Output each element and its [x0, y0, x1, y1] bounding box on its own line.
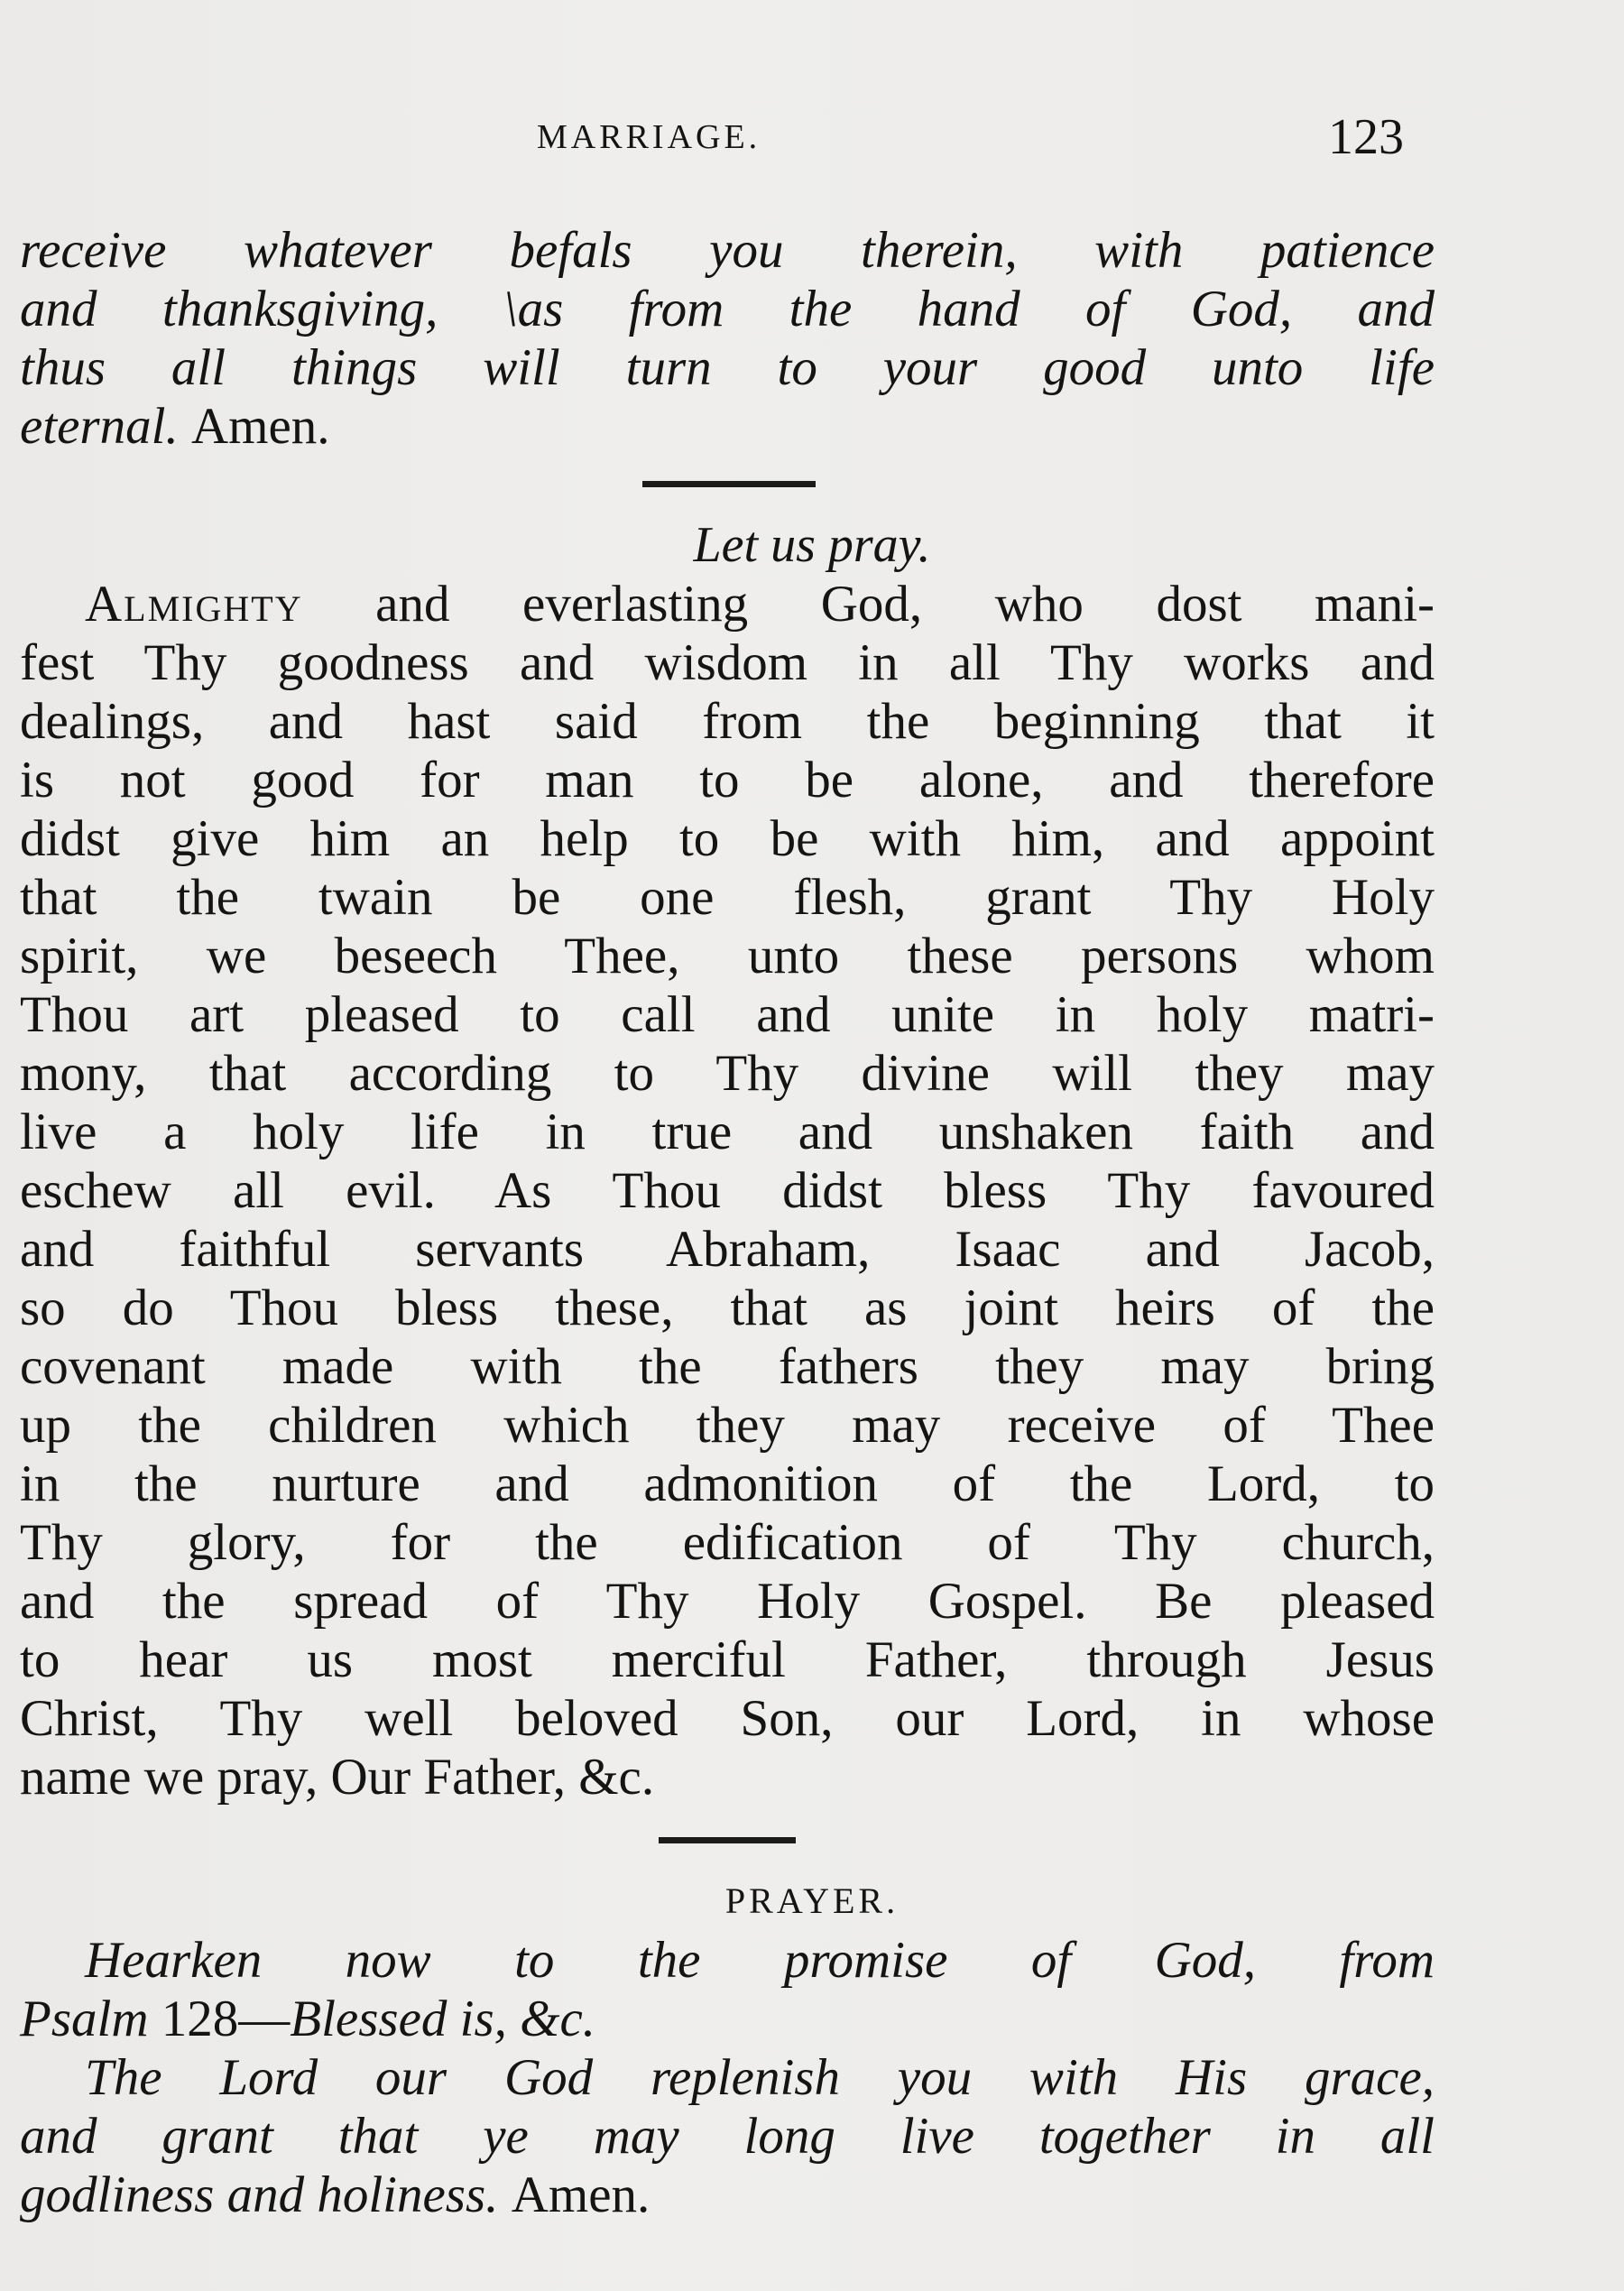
- text-line: Thy glory, for the edification of Thy church,: [20, 1514, 1435, 1571]
- text-line: dealings, and hast said from the beginning that it: [20, 693, 1435, 750]
- psalm-word: Psalm: [20, 1991, 149, 2047]
- text-line: up the children which they may receive of Thee: [20, 1397, 1435, 1454]
- text-line: [20, 2166, 1435, 2224]
- text-line: [20, 397, 1435, 456]
- text-line: is not good for man to be alone, and therefore: [20, 752, 1435, 808]
- lord-line: The Lord our God replenish you with His grace,: [85, 2049, 1435, 2106]
- text-line: Thou art pleased to call and unite in holy matri-: [20, 986, 1435, 1043]
- text-line: and the spread of Thy Holy Gospel. Be pleased: [20, 1573, 1435, 1630]
- text-line: spirit, we beseech Thee, unto these persons whom: [20, 928, 1435, 984]
- godliness-words: godliness and holiness.: [20, 2166, 499, 2223]
- text-line: and grant that ye may long live together in all: [20, 2108, 1435, 2165]
- text-line: and faithful servants Abraham, Isaac and Jacob,: [20, 1221, 1435, 1278]
- text-line: fest Thy goodness and wisdom in all Thy works and: [20, 634, 1435, 691]
- page-header: [0, 108, 1624, 171]
- eternal-word: eternal.: [20, 398, 179, 455]
- text-line: live a holy life in true and unshaken faith and: [20, 1104, 1435, 1160]
- text-line: [20, 1990, 1435, 2048]
- running-head: MARRIAGE.: [537, 118, 761, 156]
- text-line: Christ, Thy well beloved Son, our Lord, in whose: [20, 1690, 1435, 1747]
- text-line: to hear us most merciful Father, through Jesus: [20, 1631, 1435, 1688]
- amen-word: Amen.: [190, 398, 330, 455]
- text-line: eschew all evil. As Thou didst bless Thy favoured: [20, 1162, 1435, 1219]
- text-line: [20, 1931, 1435, 1990]
- text-line: thus all things will turn to your good unto life: [20, 339, 1435, 396]
- text-line: in the nurture and admonition of the Lord, to: [20, 1455, 1435, 1512]
- hearken-line: Hearken now to the promise of God, from: [85, 1932, 1435, 1989]
- text-line: so do Thou bless these, that as joint heirs of the: [20, 1279, 1435, 1336]
- amen-word: Amen.: [511, 2166, 651, 2223]
- text-line: [20, 575, 1435, 633]
- blessed-is: Blessed is, &c.: [290, 1991, 596, 2047]
- closing-paragraph: [20, 1931, 1435, 2224]
- text-line: and thanksgiving, \as from the hand of God, and: [20, 281, 1435, 337]
- text-line: receive whatever befals you therein, with patience: [20, 222, 1435, 279]
- text-line: covenant made with the fathers they may bring: [20, 1338, 1435, 1395]
- drop-word: Almighty: [85, 576, 303, 633]
- prayer-paragraph: [20, 575, 1435, 1806]
- text-line: name we pray, Our Father, &c.: [20, 1749, 655, 1806]
- prayer-heading: PRAYER.: [724, 1880, 900, 1921]
- section1-paragraph: [20, 221, 1435, 456]
- let-us-pray-heading: Let us pray.: [693, 517, 931, 573]
- text-line: mony, that according to Thy divine will they may: [20, 1045, 1435, 1102]
- page-number: 123: [1328, 109, 1404, 165]
- psalm-number: 128—: [161, 1991, 291, 2047]
- divider-rule: [642, 481, 816, 487]
- text-line: [20, 2048, 1435, 2107]
- text-line: didst give him an help to be with him, and appoint: [20, 810, 1435, 867]
- text-line: that the twain be one flesh, grant Thy Holy: [20, 869, 1435, 926]
- first-line-rest: and everlasting God, who dost mani-: [375, 576, 1435, 633]
- divider-rule: [659, 1837, 796, 1843]
